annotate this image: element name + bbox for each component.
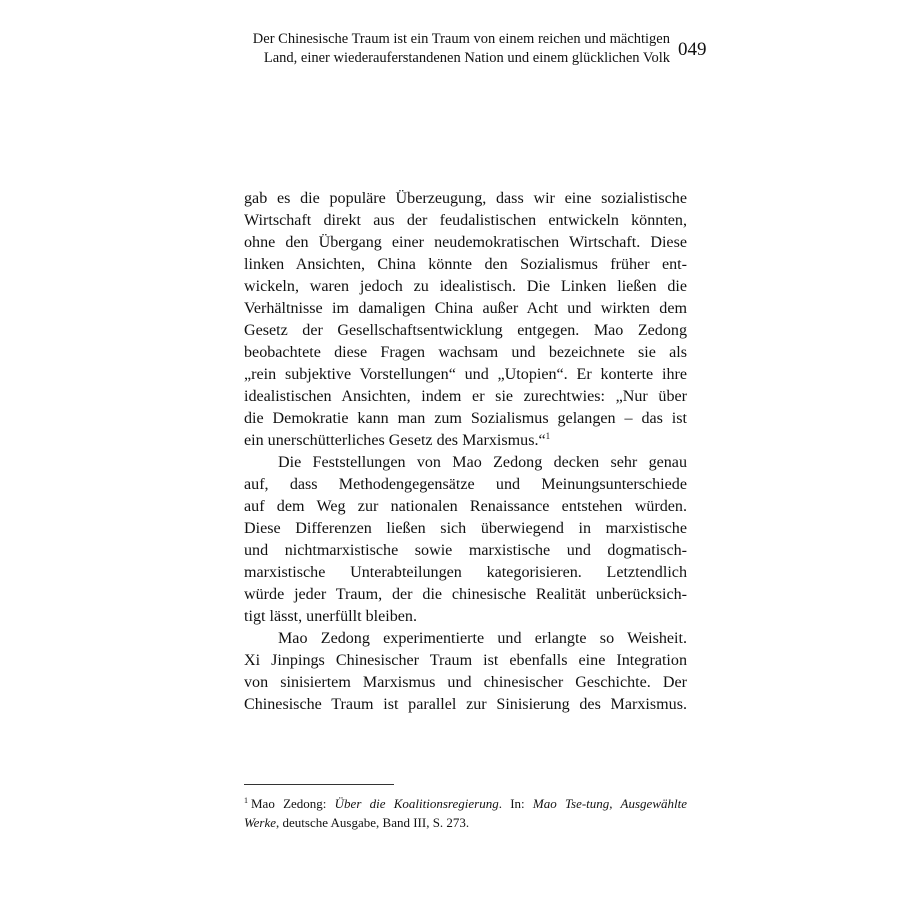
paragraph <box>244 452 687 628</box>
text-line: Xi Jinpings Chinesischer Traum ist ebenfalls eine Integration <box>244 652 687 669</box>
header-title-line-1: Der Chinesische Traum ist ein Traum von einem reichen und mächtigen <box>252 31 670 47</box>
text-line: Verhältnisse im damaligen China außer Acht und wirkten dem <box>244 300 687 317</box>
text-line: „rein subjektive Vorstellungen“ und „Utopien“. Er konterte ihre <box>244 366 687 383</box>
footnote-in: . In: <box>498 796 533 811</box>
footnote-line <box>244 794 687 813</box>
footnote-number: 1 <box>244 796 248 805</box>
text-line: beobachtete diese Fragen wachsam und bezeichnete sie als <box>244 344 687 361</box>
text-line: idealistischen Ansichten, indem er sie zurechtwies: „Nur über <box>244 388 687 405</box>
text-line: Die Feststellungen von Mao Zedong decken sehr genau <box>278 454 687 471</box>
footnote-reference[interactable]: 1 <box>545 431 551 441</box>
text-line: Chinesische Traum ist parallel zur Sinisierung des Marxismus. <box>244 696 687 713</box>
footnote-work: Mao Tse-tung, Ausgewählte <box>532 796 687 811</box>
text-line: linken Ansichten, China könnte den Sozialismus früher ent- <box>244 256 687 273</box>
text-line: Gesetz der Gesellschaftsentwicklung entgegen. Mao Zedong <box>244 322 687 339</box>
footnote <box>244 794 687 832</box>
footnote-author: Mao Zedong: <box>251 796 335 811</box>
footnote-line <box>244 813 687 832</box>
text-line: wickeln, waren jedoch zu idealistisch. Die Linken ließen die <box>244 278 687 295</box>
text-line: von sinisiertem Marxismus und chinesischer Geschichte. Der <box>244 674 687 691</box>
text-line <box>244 430 687 452</box>
running-header <box>150 30 670 68</box>
text-line: gab es die populäre Überzeugung, dass wir eine sozialistische <box>244 190 687 207</box>
text-line: tigt lässt, unerfüllt bleiben. <box>244 608 417 625</box>
text-line: ohne den Übergang einer neudemokratischen Wirtschaft. Diese <box>244 234 687 251</box>
text-line: Wirtschaft direkt aus der feudalistischen entwickeln könnten, <box>244 212 687 229</box>
text-line: auf dem Weg zur nationalen Renaissance entstehen würden. <box>244 498 687 515</box>
text-line: marxistische Unterabteilungen kategorisieren. Letztendlich <box>244 564 687 581</box>
body-text <box>244 188 687 716</box>
footnote-title: Über die Koalitionsregierung <box>334 796 499 811</box>
text-line: Diese Differenzen ließen sich überwiegend in marxistische <box>244 520 687 537</box>
text-line: und nichtmarxistische sowie marxistische und dogmatisch- <box>244 542 687 559</box>
footnote-divider <box>244 784 394 785</box>
paragraph <box>244 188 687 452</box>
paragraph <box>244 628 687 716</box>
text-line-content: ein unerschütterliches Gesetz des Marxismus.“ <box>244 432 546 449</box>
text-line: die Demokratie kann man zum Sozialismus gelangen – das ist <box>244 410 687 427</box>
footnote-rest: , deutsche Ausgabe, Band III, S. 273. <box>276 815 470 830</box>
footnote-work-cont: Werke <box>244 815 277 830</box>
text-line: auf, dass Methodengegensätze und Meinungsunterschiede <box>244 476 687 493</box>
text-line: Mao Zedong experimentierte und erlangte so Weisheit. <box>278 630 687 647</box>
page-number: 049 <box>678 39 707 60</box>
header-title-line-2: Land, einer wiederauferstandenen Nation und einem glücklichen Volk <box>263 50 670 66</box>
text-line: würde jeder Traum, der die chinesische Realität unberücksich- <box>244 586 687 603</box>
